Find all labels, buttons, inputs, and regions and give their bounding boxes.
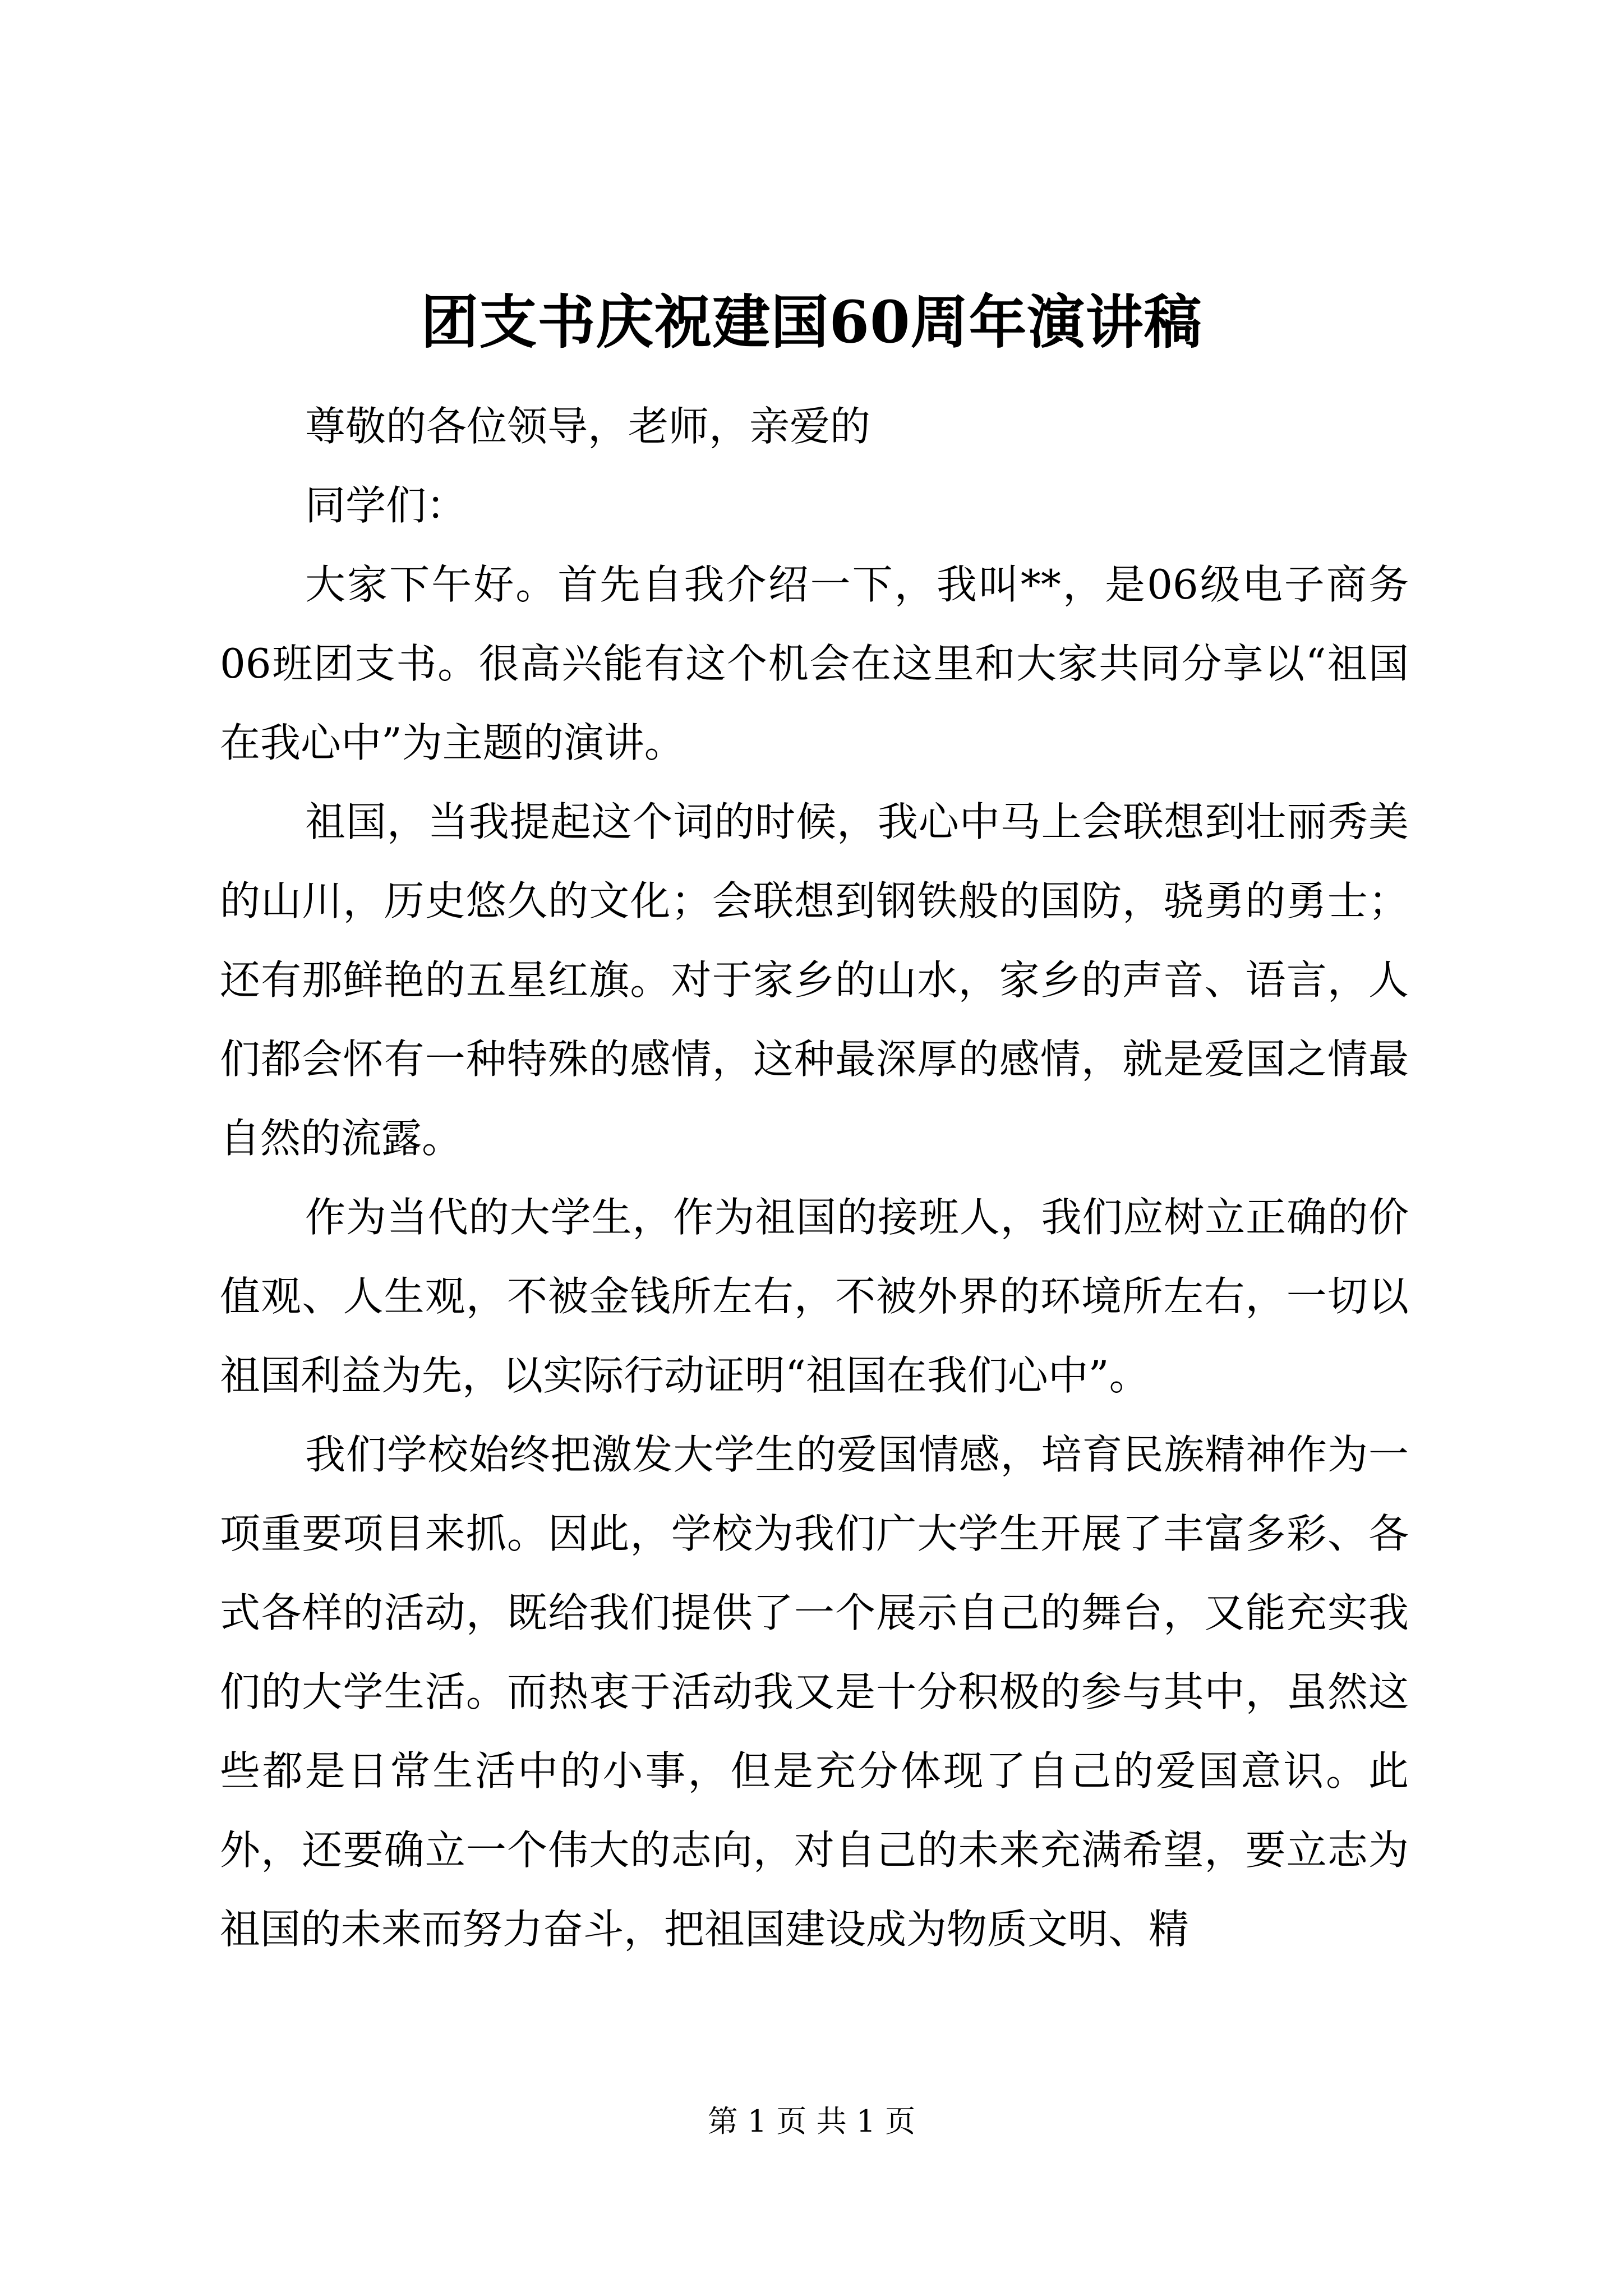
- paragraph-college-students: 作为当代的大学生，作为祖国的接班人，我们应树立正确的价值观、人生观，不被金钱所左右，不被外界的环境所左右，一切以祖国利益为先，以实际行动证明“祖国在我们心中”。: [220, 1194, 1409, 1399]
- paragraph-introduction: 大家下午好。首先自我介绍一下，我叫**，是06级电子商务06班团支书。很高兴能有这个机会在这里和大家共同分享以“祖国在我心中”为主题的演讲。: [220, 561, 1409, 766]
- paragraph-motherland: 祖国，当我提起这个词的时候，我心中马上会联想到壮丽秀美的山川，历史悠久的文化；会联想到钢铁般的国防，骁勇的勇士；还有那鲜艳的五星红旗。对于家乡的山水，家乡的声音、语言，人们都会怀有一种特殊的感情，这种最深厚的感情，就是爱国之情最自然的流露。: [220, 798, 1409, 1162]
- page-footer: 第 1 页 共 1 页: [707, 2104, 916, 2139]
- paragraph-school-activities: 我们学校始终把激发大学生的爱国情感，培育民族精神作为一项重要项目来抓。因此，学校为我们广大学生开展了丰富多彩、各式各样的活动，既给我们提供了一个展示自己的舞台，又能充实我们的大学生活。而热衷于活动我又是十分积极的参与其中，虽然这些都是日常生活中的小事，但是充分体现了自己的爱国意识。此外，还要确立一个伟大的志向，对自己的未来充满希望，要立志为祖国的未来而努力奋斗，把祖国建设成为物质文明、精: [220, 1431, 1409, 1953]
- document-title: 团支书庆祝建国60周年演讲稿: [421, 288, 1202, 356]
- paragraph-salutation-continued: 同学们：: [305, 482, 467, 529]
- document-body: [220, 387, 1409, 1969]
- paragraph-salutation: 尊敬的各位领导，老师，亲爱的: [305, 403, 871, 450]
